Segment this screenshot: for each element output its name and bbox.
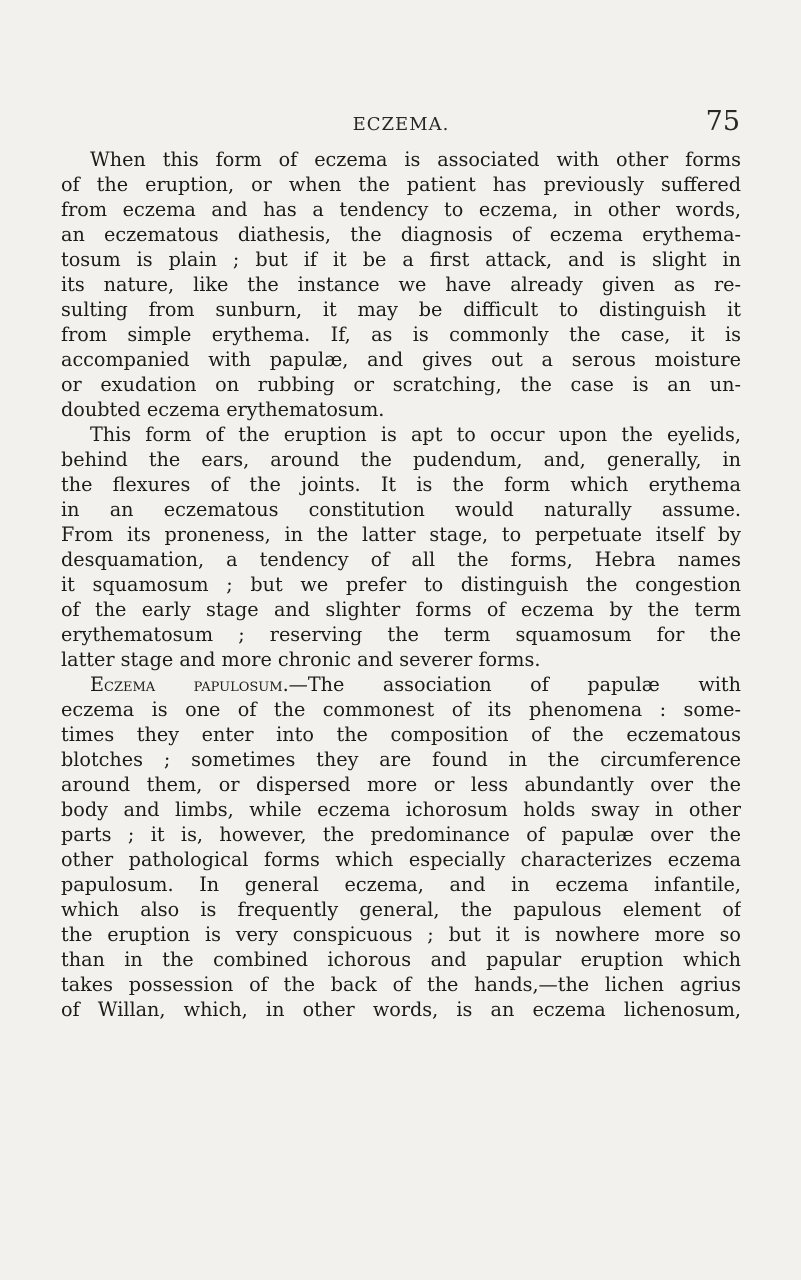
section-heading: Eczema papulosum.: [90, 673, 289, 696]
text-line: or exudation on rubbing or scratching, the case is an un-: [61, 373, 741, 396]
text-line: tosum is plain ; but if it be a first attack, and is slight in: [61, 248, 741, 271]
text-line: body and limbs, while eczema ichorosum holds sway in other: [61, 798, 741, 821]
book-page: [61, 0, 741, 1280]
text-line: desquamation, a tendency of all the forms, Hebra names: [61, 548, 741, 571]
text-line: —The association of papulæ with: [288, 673, 741, 696]
running-title: ECZEMA.: [352, 114, 450, 135]
text-line: erythematosum ; reserving the term squamosum for the: [61, 623, 741, 646]
text-line: behind the ears, around the pudendum, and, generally, in: [61, 448, 741, 471]
text-line: of the early stage and slighter forms of eczema by the term: [61, 598, 741, 621]
text-line: an eczematous diathesis, the diagnosis of eczema erythema-: [61, 223, 741, 246]
text-line: doubted eczema erythematosum.: [61, 398, 385, 421]
text-line: This form of the eruption is apt to occur upon the eyelids,: [90, 423, 741, 446]
text-line: eczema is one of the commonest of its phenomena : some-: [61, 698, 741, 721]
text-line: the eruption is very conspicuous ; but it is nowhere more so: [61, 923, 741, 946]
text-line: of Willan, which, in other words, is an eczema lichenosum,: [61, 998, 741, 1021]
text-line: takes possession of the back of the hands,—the lichen agrius: [61, 973, 741, 996]
text-line: From its proneness, in the latter stage, to perpetuate itself by: [61, 523, 741, 546]
text-line: from simple erythema. If, as is commonly the case, it is: [61, 323, 741, 346]
body-text: [61, 147, 741, 1022]
text-line: from eczema and has a tendency to eczema, in other words,: [61, 198, 741, 221]
text-line: in an eczematous constitution would naturally assume.: [61, 498, 741, 521]
page-number: 75: [705, 106, 740, 137]
text-line: papulosum. In general eczema, and in eczema infantile,: [61, 873, 741, 896]
text-line: accompanied with papulæ, and gives out a serous moisture: [61, 348, 741, 371]
text-line: parts ; it is, however, the predominance of papulæ over the: [61, 823, 741, 846]
text-line: its nature, like the instance we have already given as re-: [61, 273, 741, 296]
text-line: times they enter into the composition of the eczematous: [61, 723, 741, 746]
text-line: When this form of eczema is associated with other forms: [90, 148, 741, 171]
text-line: which also is frequently general, the papulous element of: [61, 898, 741, 921]
text-line: of the eruption, or when the patient has previously suffered: [61, 173, 741, 196]
text-line: other pathological forms which especially characterizes eczema: [61, 848, 741, 871]
running-head: [61, 106, 741, 138]
text-line: around them, or dispersed more or less abundantly over the: [61, 773, 741, 796]
text-line: latter stage and more chronic and severer forms.: [61, 648, 541, 671]
section-heading-line: [61, 672, 741, 697]
text-line: sulting from sunburn, it may be difficult to distinguish it: [61, 298, 741, 321]
text-line: it squamosum ; but we prefer to distinguish the congestion: [61, 573, 741, 596]
text-line: than in the combined ichorous and papular eruption which: [61, 948, 741, 971]
text-line: blotches ; sometimes they are found in the circumference: [61, 748, 741, 771]
text-line: the flexures of the joints. It is the form which erythema: [61, 473, 741, 496]
